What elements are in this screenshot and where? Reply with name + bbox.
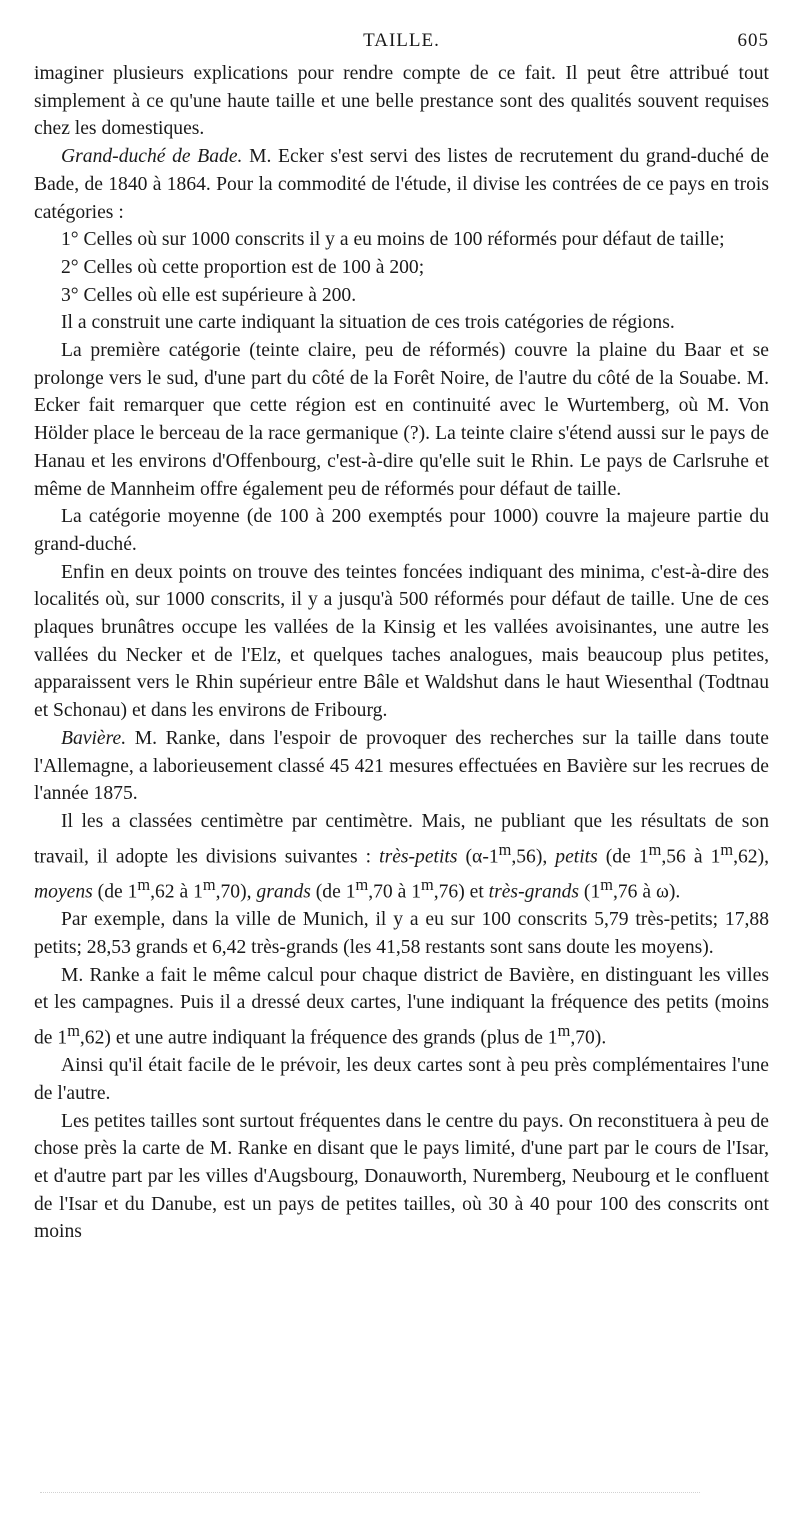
page-number: 605 (737, 30, 769, 51)
paragraph: Il a construit une carte indiquant la situation de ces trois catégories de régions. (61, 312, 675, 334)
paragraph: Par exemple, dans la ville de Munich, il y a eu sur 100 conscrits 5,79 très-petits; 17,88 petits; 28,53 grands et 6,42 très-grands (les 41,58 restants sont sans doute les moyens). (34, 909, 769, 958)
paragraph-cartes: M. Ranke a fait le même calcul pour chaque district de Bavière, en distinguant les villes et les campagnes. Puis il a dressé deux cartes, l'une indiquant la fréquence des petits (moins de 1$^m$,62) et une autre indiquant la fréquence des grands (plus de 1$^m$,70). (34, 964, 769, 1049)
list-item-category-3: 3° Celles où elle est supérieure à 200. (61, 284, 357, 306)
body-text (34, 60, 769, 1246)
paragraph: La première catégorie (teinte claire, peu de réformés) couvre la plaine du Baar et se prolonge vers le sud, d'une part du côté de la Forêt Noire, de l'autre du côté de la Souabe. M. Ecker fait remarquer que cette région est en continuité avec le Wurtemberg, où M. Von Hölder place le berceau de la race germanique (?). La teinte claire s'étend aussi sur le pays de Hanau et les environs d'Offenbourg, c'est-à-dire qu'elle suit le Rhin. Le pays de Carlsruhe et même de Mannheim offre également peu de réformés pour défaut de taille. (34, 340, 769, 500)
paragraph-divisions: Il les a classées centimètre par centimètre. Mais, ne publiant que les résultats de son travail, il adopte les divisions suivantes : très-petits (α-1$^m$,56), petits (de 1$^m$,56 à 1$^m$,62), moyens (de 1$^m$,62 à 1$^m$,70), grands (de 1$^m$,70 à 1$^m$,76) et très-grands (1$^m$,76 à ω). (34, 810, 769, 903)
paragraph: Ainsi qu'il était facile de le prévoir, les deux cartes sont à peu près complémentaires l'une de l'autre. (34, 1055, 769, 1104)
paragraph: La catégorie moyenne (de 100 à 200 exemptés pour 1000) couvre la majeure partie du grand-duché. (34, 506, 769, 555)
paragraph-baviere-intro (34, 725, 769, 808)
paragraph-bade-intro (34, 143, 769, 226)
list-item-category-1: 1° Celles où sur 1000 conscrits il y a eu moins de 100 réformés pour défaut de taille; (61, 229, 725, 251)
footer-print-smudge (40, 1492, 700, 1496)
paragraph-text: M. Ranke, dans l'espoir de provoquer des recherches sur la taille dans toute l'Allemagne, a laborieusement classé 45 421 mesures effectuées en Bavière sur les recrues de l'année 1875. (34, 727, 769, 805)
list-item-category-2: 2° Celles où cette proportion est de 100 à 200; (61, 256, 425, 278)
section-lead-baviere: Bavière. (61, 727, 127, 749)
running-head (34, 26, 769, 60)
paragraph: Les petites tailles sont surtout fréquentes dans le centre du pays. On reconstituera à peu de chose près la carte de M. Ranke en disant que le pays limité, d'une part par le cours de l'Isar, et d'autre part par les villes d'Augsbourg, Donauworth, Nuremberg, Neubourg et le confluent de l'Isar et du Danube, est un pays de petites tailles, où 30 à 40 pour 100 des conscrits ont moins (34, 1110, 769, 1243)
running-title: TAILLE. (363, 30, 440, 51)
page (34, 26, 769, 1246)
paragraph-continued: imaginer plusieurs explications pour rendre compte de ce fait. Il peut être attribué tout simplement à ce qu'une haute taille et une belle prestance sont des qualités souvent requises chez les domestiques. (34, 63, 769, 140)
paragraph-text: M. Ecker s'est servi des listes de recrutement du grand-duché de Bade, de 1840 à 1864. Pour la commodité de l'étude, il divise les contrées de ce pays en trois catégories : (34, 146, 769, 223)
section-lead-bade: Grand-duché de Bade. (61, 146, 243, 168)
paragraph: Enfin en deux points on trouve des teintes foncées indiquant des minima, c'est-à-dire des localités où, sur 1000 conscrits, il y a jusqu'à 500 réformés pour défaut de taille. Une de ces plaques brunâtres occupe les vallées de la Kinsig et les vallées avoisinantes, une autre les vallées du Necker et de l'Elz, et quelques taches analogues, mais beaucoup plus petites, apparaissent vers le Rhin supérieur entre Bâle et Waldshut dans le haut Wiesenthal (Todtnau et Schonau) et dans les environs de Fribourg. (34, 561, 769, 722)
